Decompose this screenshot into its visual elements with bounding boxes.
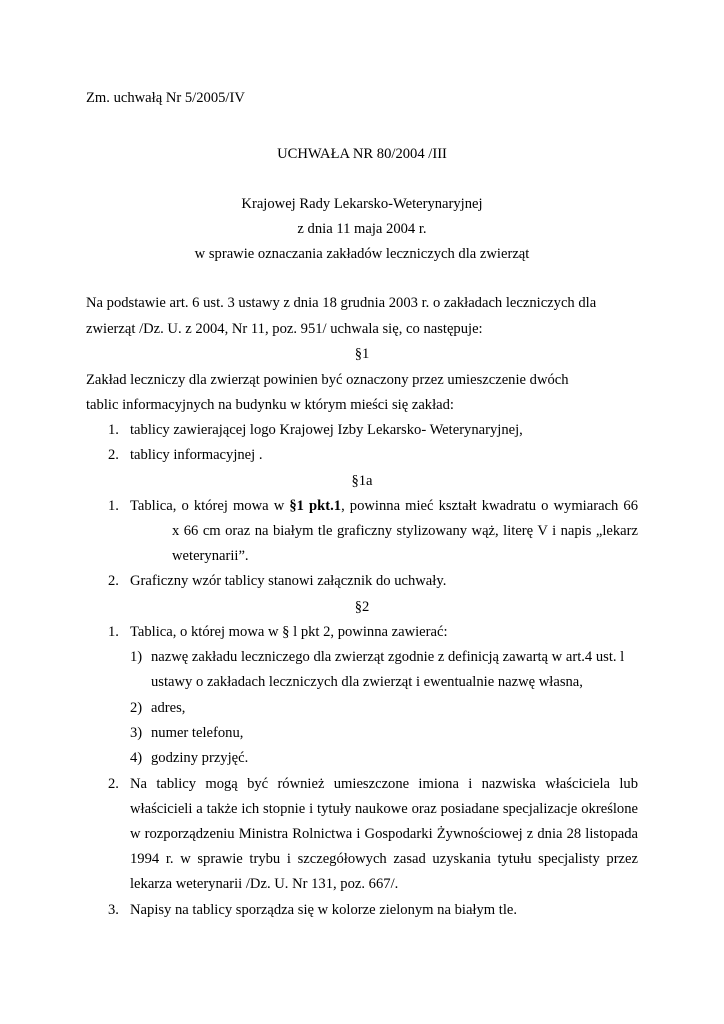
list-item-text: Graficzny wzór tablicy stanowi załącznik do uchwały. <box>130 573 447 589</box>
section1a-item1-line-2: x 66 cm oraz na białym tle graficzny stylizowany wąż, literę V i napis „lekarz <box>172 523 638 539</box>
list-item-number: 2. <box>108 776 119 792</box>
bold-reference: §1 pkt.1 <box>289 498 342 514</box>
preamble-line-2: zwierząt /Dz. U. z 2004, Nr 11, poz. 951/ uchwala się, co następuje: <box>86 321 483 337</box>
sub-item-text: ustawy o zakładach leczniczych dla zwierząt i ewentualnie nazwę własna, <box>151 674 583 690</box>
sub-item-text: nazwę zakładu leczniczego dla zwierząt zgodnie z definicją zawartą w art.4 ust. l <box>151 649 625 665</box>
section1a-item1-line-1: Tablica, o której mowa w §1 pkt.1, powinna mieć kształt kwadratu o wymiarach 66 <box>130 498 638 514</box>
section2-item2-line: właścicieli a także ich stopnie i tytuły naukowe oraz posiadane specjalizacje określone <box>130 801 638 817</box>
section-heading-1a: §1a <box>351 473 373 489</box>
list-item-text: Napisy na tablicy sporządza się w kolorze zielonym na białym tle. <box>130 902 518 918</box>
section2-item2-line: 1994 r. w sprawie trybu i szczegółowych zasad uzyskania tytułu specjalisty przez <box>130 851 638 867</box>
section2-item2-line: lekarza weterynarii /Dz. U. Nr 131, poz. 667/. <box>130 876 399 892</box>
list-item-text: Tablica, o której mowa w § l pkt 2, powinna zawierać: <box>130 624 448 640</box>
sub-item-number: 4) <box>130 750 143 766</box>
preamble-line-1: Na podstawie art. 6 ust. 3 ustawy z dnia 18 grudnia 2003 r. o zakładach leczniczych dla <box>86 295 597 311</box>
list-item-text: tablicy zawierającej logo Krajowej Izby Lekarsko- Weterynaryjnej, <box>130 422 523 438</box>
list-item-number: 2. <box>108 447 119 463</box>
sub-item-number: 2) <box>130 700 143 716</box>
list-item-text: tablicy informacyjnej . <box>130 447 263 463</box>
section-heading-2: §2 <box>354 599 370 615</box>
subject-line: w sprawie oznaczania zakładów leczniczych dla zwierząt <box>194 246 530 262</box>
section-heading-1: §1 <box>354 346 370 362</box>
issuer-line: Krajowej Rady Lekarsko-Weterynaryjnej <box>241 196 483 212</box>
list-item-number: 1. <box>108 624 119 640</box>
date-line: z dnia 11 maja 2004 r. <box>297 221 427 237</box>
sub-item-text: numer telefonu, <box>151 725 244 741</box>
sub-item-text: adres, <box>151 700 186 716</box>
section1-intro-line-2: tablic informacyjnych na budynku w którym mieści się zakład: <box>86 397 454 413</box>
section2-item2-line: w rozporządzeniu Ministra Rolnictwa i Gospodarki Żywnościowej z dnia 28 listopada <box>130 826 638 842</box>
list-item-number: 2. <box>108 573 119 589</box>
sub-item-text: godziny przyjęć. <box>151 750 249 766</box>
sub-item-number: 3) <box>130 725 143 741</box>
sub-item-number: 1) <box>130 649 143 665</box>
list-item-number: 3. <box>108 902 119 918</box>
list-item-number: 1. <box>108 498 119 514</box>
list-item-number: 1. <box>108 422 119 438</box>
resolution-title: UCHWAŁA NR 80/2004 /III <box>277 146 447 162</box>
amendment-note: Zm. uchwałą Nr 5/2005/IV <box>86 90 245 106</box>
section2-item2-line: Na tablicy mogą być również umieszczone imiona i nazwiska właściciela lub <box>130 776 638 792</box>
section1-intro-line-1: Zakład leczniczy dla zwierząt powinien być oznaczony przez umieszczenie dwóch <box>86 372 569 388</box>
section1a-item1-line-3: weterynarii”. <box>172 548 249 564</box>
